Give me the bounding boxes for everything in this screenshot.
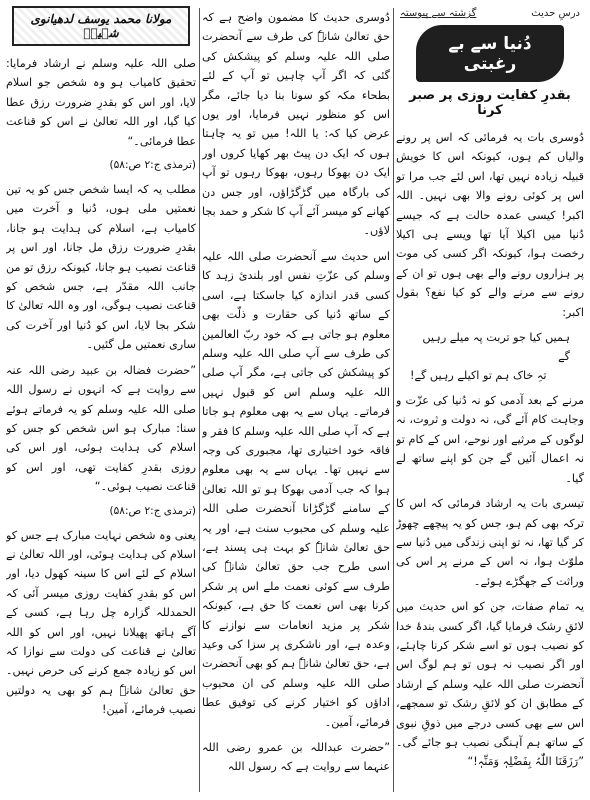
paragraph: ”حضرت عبداللہ بن عمرو رضی اللہ عنہما سے روایت ہے کہ رسول اللہ [202,741,390,774]
paragraph: اس حدیث سے آنحضرت صلی اللہ علیہ وسلم کی عزّتِ نفس اور بلندیٔ زہد کا کسی قدر اندازہ کیا جاسکتا ہے، اسی کے ساتھ دُنیا کی حقارت و ذلّت بھی معلوم ہو جاتی ہے کہ خود ربّ العالمین کی طرف سے آپ صلی اللہ علیہ وسلم کو پیشکش کی جاتی ہے، مگر آپ صلی اللہ علیہ وسلم اس کو قبول نہیں فرماتے۔ یہاں سے یہ بھی معلوم ہو جاتا ہے کہ آپ صلی اللہ علیہ وسلم کا فقر و فاقہ خود اختیاری تھا، مجبوری کی وجہ سے نہیں تھا۔ یہاں سے یہ بھی معلوم ہوا کہ جب آدمی بھوکا ہو تو اللہ تعالیٰ کے سامنے گڑگڑانا آنحضرت صلی اللہ علیہ وسلم کی محبوب سنت ہے، اور یہ حق تعالیٰ شانہٗ کو بہت ہی پسند ہے، اسی طرح جب حق تعالیٰ شانہٗ کی طرف سے کوئی نعمت ملے اس پر شکر کرنا بھی اس نعمت کا حق ہے، کیونکہ شکر پر مزید انعامات سے نوازنے کا وعدہ ہے، اور ناشکری پر سزا کی وعید ہے، حق تعالیٰ شانہٗ ہم کو بھی آنحضرت صلی اللہ علیہ وسلم کی ان محبوب اداؤں کو اختیار کرنے کی توفیق عطا فرمائے، آمین۔ [202,249,390,729]
article-subtitle: بقدرِ کفایت روزی پر صبر کرنا [409,88,571,118]
paragraph: مطلب یہ کہ ایسا شخص جس کو یہ تین نعمتیں ملی ہوں، دُنیا و آخرت میں کامیاب ہے، اسلام کی ہدایت ہو جانا، بقدرِ ضرورت رزق مل جانا، اور اس پر قناعت نصیب ہو جانا، کیونکہ رزق تو من جانب اللہ مقدّر ہے، جس شخص کو قناعت نصیب ہوگی، اور وہ اللہ تعالیٰ کا شکر بجا لایا، اس کو دُنیا اور آخرت کی ساری نعمتیں مل گئیں۔ [6,183,196,352]
column-divider [393,8,394,792]
column-right [396,0,584,800]
column-left [6,0,196,800]
column-label: درسِ حدیث [531,8,580,19]
paragraph: ”حضرت فضالہ بن عبید رضی اللہ عنہ سے روایت ہے کہ انہوں نے رسول اللہ صلی اللہ علیہ وسلم کو یہ فرماتے ہوئے سنا: مبارک ہو اس شخص کو جس کو اسلام کی ہدایت ہوئی، اور اس کی روزی بقدرِ کفایت تھی، اور اس کو قناعت نصیب ہوئی۔“ [6,363,196,494]
reference: (ترمذی ج:۲ ص:۵۸) [109,159,196,172]
author-box: مولانا محمد یوسف لدھیانوی شہیدؒ [12,6,190,46]
column-middle [202,0,390,800]
poem-line: ہمیں کیا جو تربت پہ میلے رہیں گے [422,331,570,364]
paragraph: مرنے کے بعد آدمی کو نہ دُنیا کی عزّت و وجاہت کام آئے گی، نہ دولت و ثروت، نہ لوگوں کے مرثیے اور نوحے، اس کے کام تو نہ اعمال آئیں گے جن کو اپنے ساتھ لے گیا۔ [396,394,584,485]
paragraph: یعنی وہ شخص نہایت مبارک ہے جس کو اسلام کی ہدایت ہوئی، اور اللہ تعالیٰ نے اسلام کے لئے اس کا سینہ کھول دیا، اور اس کو بقدرِ کفایت روزی میسر آئی کہ الحمدللہ گزارہ چل رہا ہے، کسی کے آگے ہاتھ پھیلانا نہیں، اور اس کو اللہ تعالیٰ نے قناعت کی دولت سے نوازا کہ اس کو زیادہ جمع کرنے کی حرص نہیں۔ حق تعالیٰ شانہٗ ہم کو بھی یہ دولتیں نصیب فرمائے، آمین! [6,528,196,717]
continuation-label: گزشتہ سے پیوستہ [400,8,477,19]
paragraph: دُوسری حدیث کا مضمون واضح ہے کہ حق تعالیٰ شانہٗ کی طرف سے آنحضرت صلی اللہ علیہ وسلم کو پیشکش کی گئی کہ اگر آپ چاہیں تو آپ کے لئے بطحاء مکہ کو سونا بنا دیا جائے، مگر اس کو منظور نہیں فرمایا، اور یوں عرض کیا کہ: یا اللہ! میں تو یہ چاہتا ہوں کہ ایک دن پیٹ بھر کھایا کروں اور ایک دن بھوکا رہوں، بھوکا رہوں تو آپ کی بارگاہ میں گڑگڑاؤں، اور جس دن کھانے کو میسر آئے آپ کا شکر و حمد بجا لاؤں۔ [202,11,390,238]
paragraph: دُوسری بات یہ فرمائی کہ اس پر رونے والیاں کم ہوں، کیونکہ اس کا خویش قبیلہ زیادہ نہیں تھا، اس لئے جب مرا تو اس پر کوئی رونے والا بھی نہیں۔ اللہ اکبر! کیسی عمدہ حالت ہے کہ جیسے دُنیا میں اکیلا آیا تھا ویسے ہی اکیلا رخصت ہوا، کیونکہ اگر کسی کی موت پر ہزاروں رونے والے بھی ہوں تو ان کے رونے سے مرنے والے کو کیا نفع؟ بقول اکبر: [396,131,584,319]
poem [396,328,584,385]
poem-line: تہِ خاک ہم تو اکیلے رہیں گے! [410,369,547,383]
article-title: دُنیا سے بے رغبتی [416,25,564,82]
paragraph: صلی اللہ علیہ وسلم نے ارشاد فرمایا: تحقیق کامیاب ہو وہ شخص جو اسلام لایا، اور اس کو بقدرِ ضرورت رزق عطا کیا گیا، اور اللہ تعالیٰ نے اس کو قناعت عطا فرمائی۔“ [6,57,196,148]
header-strip [400,8,580,19]
reference: (ترمذی ج:۲ ص:۵۸) [109,504,196,517]
column-divider [199,8,200,792]
paragraph: تیسری بات یہ ارشاد فرمائی کہ اس کا ترکہ بھی کم ہو، جس کو یہ پیچھے چھوڑ کر گیا تھا، نہ تو اپنی زندگی میں دُنیا سے ملوّث ہوا، نہ اس کے مرنے پر اس کی وراثت کے جھگڑے ہوئے۔ [396,497,584,588]
paragraph: یہ تمام صفات، جن کو اس حدیث میں لائقِ رشک فرمایا گیا، اگر کسی بندۂ خدا کو نصیب ہوں تو اسے شکر کرنا چاہئے، اور اگر نصیب نہ ہوں تو ہم لوگ اس آنحضرت صلی اللہ علیہ وسلم کے ارشاد کے مطابق ان کو لائقِ رشک تو سمجھے، اس سے بھی کسی درجے میں ذوقِ نبوی کے ساتھ ہم آہنگی نصیب ہو جائے گی۔ ”رَزَقَنَا اللّٰہُ بِفَضْلِہٖ وَمَنِّہٖ!“ [396,600,584,769]
